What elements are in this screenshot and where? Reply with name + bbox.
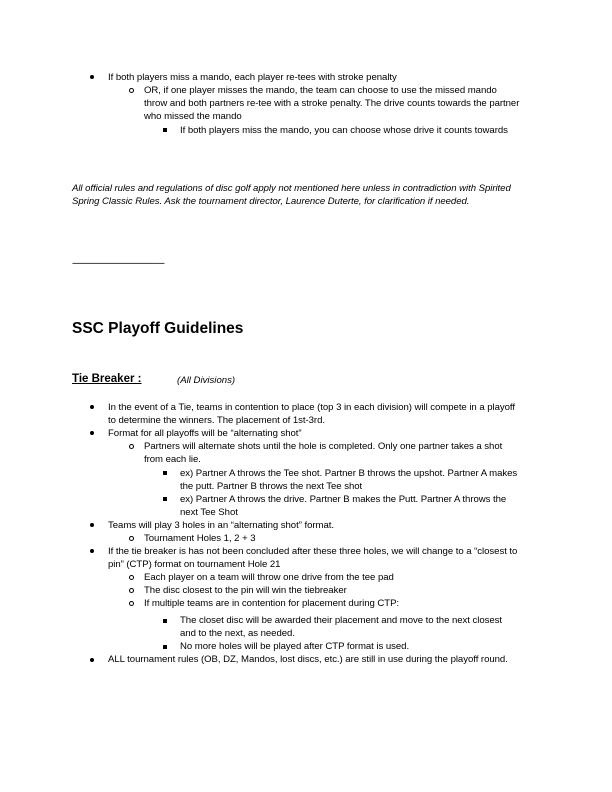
list-item: In the event of a Tie, teams in contention to place (top 3 in each division) will compete in a playoff [108,402,515,413]
list-item: Tournament Holes 1, 2 + 3 [144,533,256,544]
section-title: SSC Playoff Guidelines [72,320,244,337]
list-item: Format for all playoffs will be “alternating shot” [108,428,302,439]
bullet-circle-icon [129,88,134,93]
list-item-continuation: to determine the winners. The placement of 1st-3rd. [108,415,325,426]
bullet-circle-icon [129,575,134,580]
bullet-disc-icon [90,549,94,553]
list-item: Teams will play 3 holes in an “alternating shot” format. [108,520,334,531]
tie-breaker-scope: (All Divisions) [177,375,236,386]
list-item: No more holes will be played after CTP format is used. [180,641,410,652]
list-item-continuation: throw and both partners re-tee with a stroke penalty. The drive counts towards the partner [144,98,520,109]
list-item: Partners will alternate shots until the hole is completed. Only one partner takes a shot [144,441,503,452]
list-item-continuation: from each lie. [144,454,201,465]
bullet-circle-icon [129,536,134,541]
bullet-disc-icon [90,405,94,409]
bullet-square-icon [163,128,167,132]
bullet-disc-icon [90,431,94,435]
list-item: If multiple teams are in contention for placement during CTP: [144,598,400,609]
bullet-disc-icon [90,523,94,527]
list-item: OR, if one player misses the mando, the team can choose to use the missed mando [144,85,497,96]
bullet-square-icon [163,471,167,475]
list-item: Each player on a team will throw one drive from the tee pad [144,572,394,583]
bullet-disc-icon [90,658,94,662]
disclaimer-line: All official rules and regulations of disc golf apply not mentioned here unless in contradiction with Spirited [72,183,511,194]
list-item-continuation: and to the next, as needed. [180,628,295,639]
bullet-square-icon [163,497,167,501]
list-item: The disc closest to the pin will win the tiebreaker [144,585,347,596]
list-item: ex) Partner A throws the Tee shot. Partner B throws the upshot. Partner A makes [180,468,518,479]
list-item: If the tie breaker is has not been concluded after these three holes, we will change to a “closest to [108,546,518,557]
list-item: ALL tournament rules (OB, DZ, Mandos, lost discs, etc.) are still in use during the playoff round. [108,654,508,665]
bullet-circle-icon [129,601,134,606]
section-divider: ---------------------------------------------- [72,258,164,269]
list-item-continuation: pin” (CTP) format on tournament Hole 21 [108,559,281,570]
list-item: The closet disc will be awarded their placement and move to the next closest [180,615,503,626]
bullet-square-icon [163,619,167,623]
disclaimer-line: Spring Classic Rules. Ask the tournament director, Laurence Duterte, for clarification if needed. [72,196,470,207]
tie-breaker-heading: Tie Breaker : [72,373,142,385]
bullet-disc-icon [90,75,94,79]
bullet-square-icon [163,645,167,649]
list-item-continuation: next Tee Shot [180,507,238,518]
list-item-continuation: the putt. Partner B throws the next Tee shot [180,481,363,492]
list-item-continuation: who missed the mando [144,111,242,122]
list-item: ex) Partner A throws the drive. Partner B makes the Putt. Partner A throws the [180,494,507,505]
bullet-circle-icon [129,588,134,593]
bullet-circle-icon [129,444,134,449]
list-item: If both players miss a mando, each player re-tees with stroke penalty [108,72,397,83]
list-item: If both players miss the mando, you can choose whose drive it counts towards [180,125,508,136]
